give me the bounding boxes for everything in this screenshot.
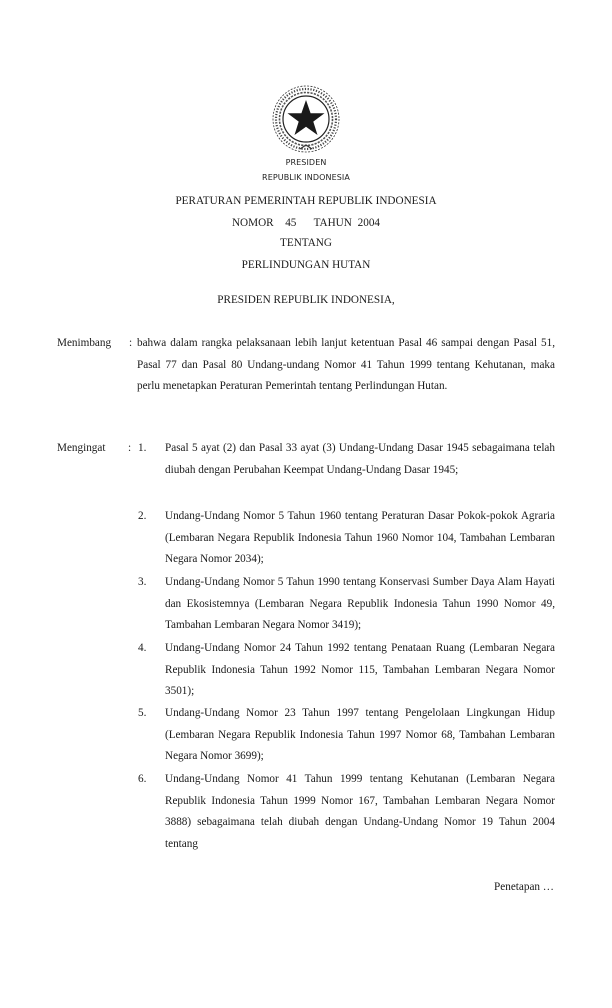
list-item-text: Undang-Undang Nomor 24 Tahun 1992 tentang Penataan Ruang (Lembaran Negara Republik Indonesia Tahun 1992 Nomor 115, Tambahan Lembaran Negara Nomor 3501); [165, 642, 555, 698]
list-item-number: 1. [138, 442, 147, 454]
list-item-text: Undang-Undang Nomor 5 Tahun 1960 tentang Peraturan Dasar Pokok-pokok Agraria (Lembaran Negara Republik Indonesia Tahun 1960 Nomor 104, Tambahan Lembaran Negara Nomor 2034); [165, 510, 555, 566]
mengingat-label: Mengingat [57, 442, 106, 454]
regulation-title: PERATURAN PEMERINTAH REPUBLIK INDONESIA [175, 195, 437, 207]
regulation-number: NOMOR 45 TAHUN 2004 [231, 217, 381, 229]
letterhead-line-2: REPUBLIK INDONESIA [262, 173, 350, 182]
list-item-number: 6. [138, 773, 147, 785]
regulation-subject: PERLINDUNGAN HUTAN [241, 259, 371, 271]
list-item-number: 2. [138, 510, 147, 522]
page-continuation-marker: Penetapan … [494, 881, 554, 893]
menimbang-colon: : [129, 337, 133, 349]
list-item-number: 5. [138, 707, 147, 719]
list-item-number: 4. [138, 642, 147, 654]
list-item-text: Pasal 5 ayat (2) dan Pasal 33 ayat (3) Undang-Undang Dasar 1945 sebagaimana telah diubah dengan Perubahan Keempat Undang-Undang Dasar 1945; [165, 442, 555, 476]
list-item-text: Undang-Undang Nomor 5 Tahun 1990 tentang Konservasi Sumber Daya Alam Hayati dan Ekosistemnya (Lembaran Negara Republik Indonesia Tahun 1990 Nomor 49, Tambahan Lembaran Negara Nomor 3419); [165, 576, 555, 632]
presidential-seal-icon [270, 83, 342, 155]
regulation-about-label: TENTANG [280, 237, 332, 249]
menimbang-text: bahwa dalam rangka pelaksanaan lebih lanjut ketentuan Pasal 46 sampai dengan Pasal 51, Pasal 77 dan Pasal 80 Undang-undang Nomor 41 Tahun 1999 tentang Kehutanan, maka perlu menetapkan Peraturan Pemerintah tentang Perlindungan Hutan. [137, 337, 555, 393]
mengingat-colon: : [128, 442, 132, 454]
enacting-authority: PRESIDEN REPUBLIK INDONESIA, [217, 294, 395, 306]
letterhead-line-1: PRESIDEN [285, 158, 327, 167]
list-item-number: 3. [138, 576, 147, 588]
menimbang-label: Menimbang [57, 337, 112, 349]
list-item-text: Undang-Undang Nomor 41 Tahun 1999 tentang Kehutanan (Lembaran Negara Republik Indonesia Tahun 1999 Nomor 167, Tambahan Lembaran Negara Nomor 3888) sebagaimana telah diubah dengan Undang-Undang Nomor 19 Tahun 2004 tentang [165, 773, 555, 850]
list-item-text: Undang-Undang Nomor 23 Tahun 1997 tentang Pengelolaan Lingkungan Hidup (Lembaran Negara Republik Indonesia Tahun 1997 Nomor 68, Tambahan Lembaran Negara Nomor 3699); [165, 707, 555, 763]
